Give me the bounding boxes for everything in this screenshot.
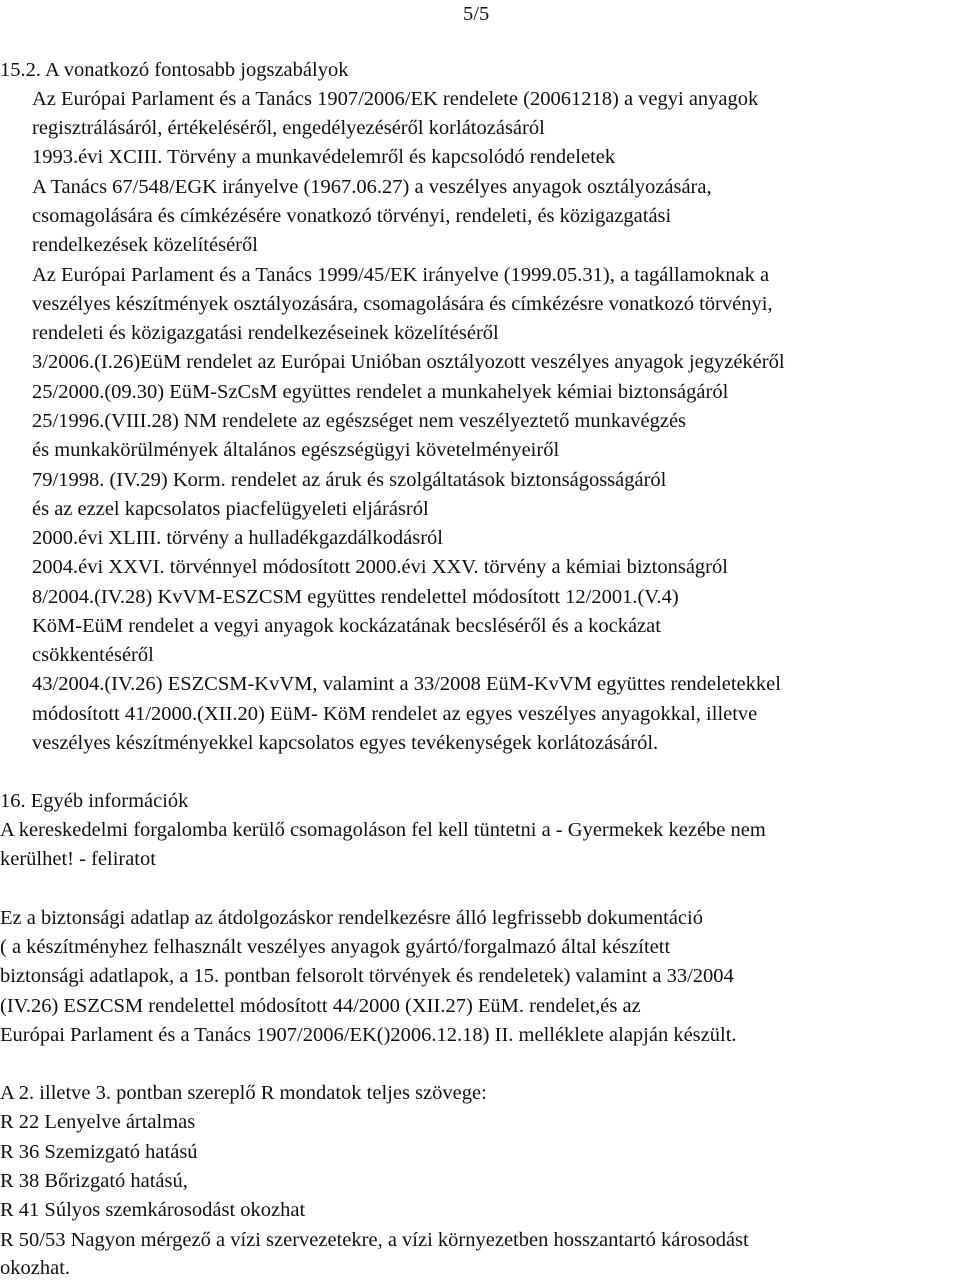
law-line: 8/2004.(IV.28) KvVM-ESZCSM együttes rendelettel módosított 12/2001.(V.4)	[32, 586, 679, 608]
law-line: regisztrálásáról, értékeléséről, engedélyezéséről korlátozásáról	[32, 117, 545, 139]
law-line: rendeleti és közigazgatási rendelkezéseinek közelítéséről	[32, 322, 499, 344]
r-phrase: okozhat.	[0, 1257, 71, 1279]
page-number: 5/5	[463, 3, 490, 25]
law-line: és az ezzel kapcsolatos piacfelügyeleti eljárásról	[32, 498, 429, 520]
law-line: veszélyes készítményekkel kapcsolatos egyes tevékenységek korlátozásáról.	[32, 732, 659, 754]
law-line: 25/2000.(09.30) EüM-SzCsM együttes rendelet a munkahelyek kémiai biztonságáról	[32, 381, 729, 403]
law-line: csomagolására és címkézésére vonatkozó törvényi, rendeleti, és közigazgatási	[32, 205, 672, 227]
law-line: 43/2004.(IV.26) ESZCSM-KvVM, valamint a 33/2008 EüM-KvVM együttes rendeletekkel	[32, 673, 781, 695]
section-16-heading: 16. Egyéb információk	[0, 790, 189, 812]
law-line: csökkentéséről	[32, 644, 154, 666]
r-phrase: R 22 Lenyelve ártalmas	[0, 1111, 196, 1133]
law-line: Az Európai Parlament és a Tanács 1907/2006/EK rendelete (20061218) a vegyi anyagok	[32, 88, 759, 110]
r-phrase: R 36 Szemizgató hatású	[0, 1141, 198, 1163]
law-line: 3/2006.(I.26)EüM rendelet az Európai Unióban osztályozott veszélyes anyagok jegyzékéről	[32, 351, 785, 373]
info-line: (IV.26) ESZCSM rendelettel módosított 44/2000 (XII.27) EüM. rendelet,és az	[0, 995, 641, 1017]
section-15-heading: 15.2. A vonatkozó fontosabb jogszabályok	[0, 59, 349, 81]
info-line: A kereskedelmi forgalomba kerülő csomagoláson fel kell tüntetni a - Gyermekek kezébe nem	[0, 819, 766, 841]
law-line: KöM-EüM rendelet a vegyi anyagok kockázatának becsléséről és a kockázat	[32, 615, 661, 637]
info-line: Ez a biztonsági adatlap az átdolgozáskor rendelkezésre álló legfrissebb dokumentáció	[0, 907, 703, 929]
info-line: biztonsági adatlapok, a 15. pontban felsorolt törvények és rendeletek) valamint a 33/2004	[0, 965, 734, 987]
info-line: kerülhet! - feliratot	[0, 848, 156, 870]
info-line: ( a készítményhez felhasznált veszélyes anyagok gyártó/forgalmazó által készített	[0, 936, 671, 958]
law-line: Az Európai Parlament és a Tanács 1999/45/EK irányelve (1999.05.31), a tagállamoknak a	[32, 264, 770, 286]
law-line: 79/1998. (IV.29) Korm. rendelet az áruk és szolgáltatások biztonságosságáról	[32, 469, 667, 491]
law-line: 1993.évi XCIII. Törvény a munkavédelemről és kapcsolódó rendeletek	[32, 146, 616, 168]
info-line: Európai Parlament és a Tanács 1907/2006/EK()2006.12.18) II. melléklete alapján készült.	[0, 1024, 737, 1046]
r-phrase: R 38 Bőrizgató hatású,	[0, 1170, 188, 1192]
r-phrase: R 50/53 Nagyon mérgező a vízi szervezetekre, a vízi környezetben hosszantartó károsodást	[0, 1229, 749, 1251]
law-line: és munkakörülmények általános egészségügyi követelményeiről	[32, 439, 560, 461]
law-line: veszélyes készítmények osztályozására, csomagolására és címkézésre vonatkozó törvényi,	[32, 293, 773, 315]
law-line: 25/1996.(VIII.28) NM rendelete az egészséget nem veszélyeztető munkavégzés	[32, 410, 687, 432]
law-line: 2000.évi XLIII. törvény a hulladékgazdálkodásról	[32, 527, 444, 549]
r-phrases-intro: A 2. illetve 3. pontban szereplő R mondatok teljes szövege:	[0, 1082, 487, 1104]
law-line: 2004.évi XXVI. törvénnyel módosított 2000.évi XXV. törvény a kémiai biztonságról	[32, 556, 728, 578]
law-line: A Tanács 67/548/EGK irányelve (1967.06.27) a veszélyes anyagok osztályozására,	[32, 176, 712, 198]
law-line: módosított 41/2000.(XII.20) EüM- KöM rendelet az egyes veszélyes anyagokkal, illetve	[32, 703, 758, 725]
r-phrase: R 41 Súlyos szemkárosodást okozhat	[0, 1199, 306, 1221]
law-line: rendelkezések közelítéséről	[32, 234, 258, 256]
